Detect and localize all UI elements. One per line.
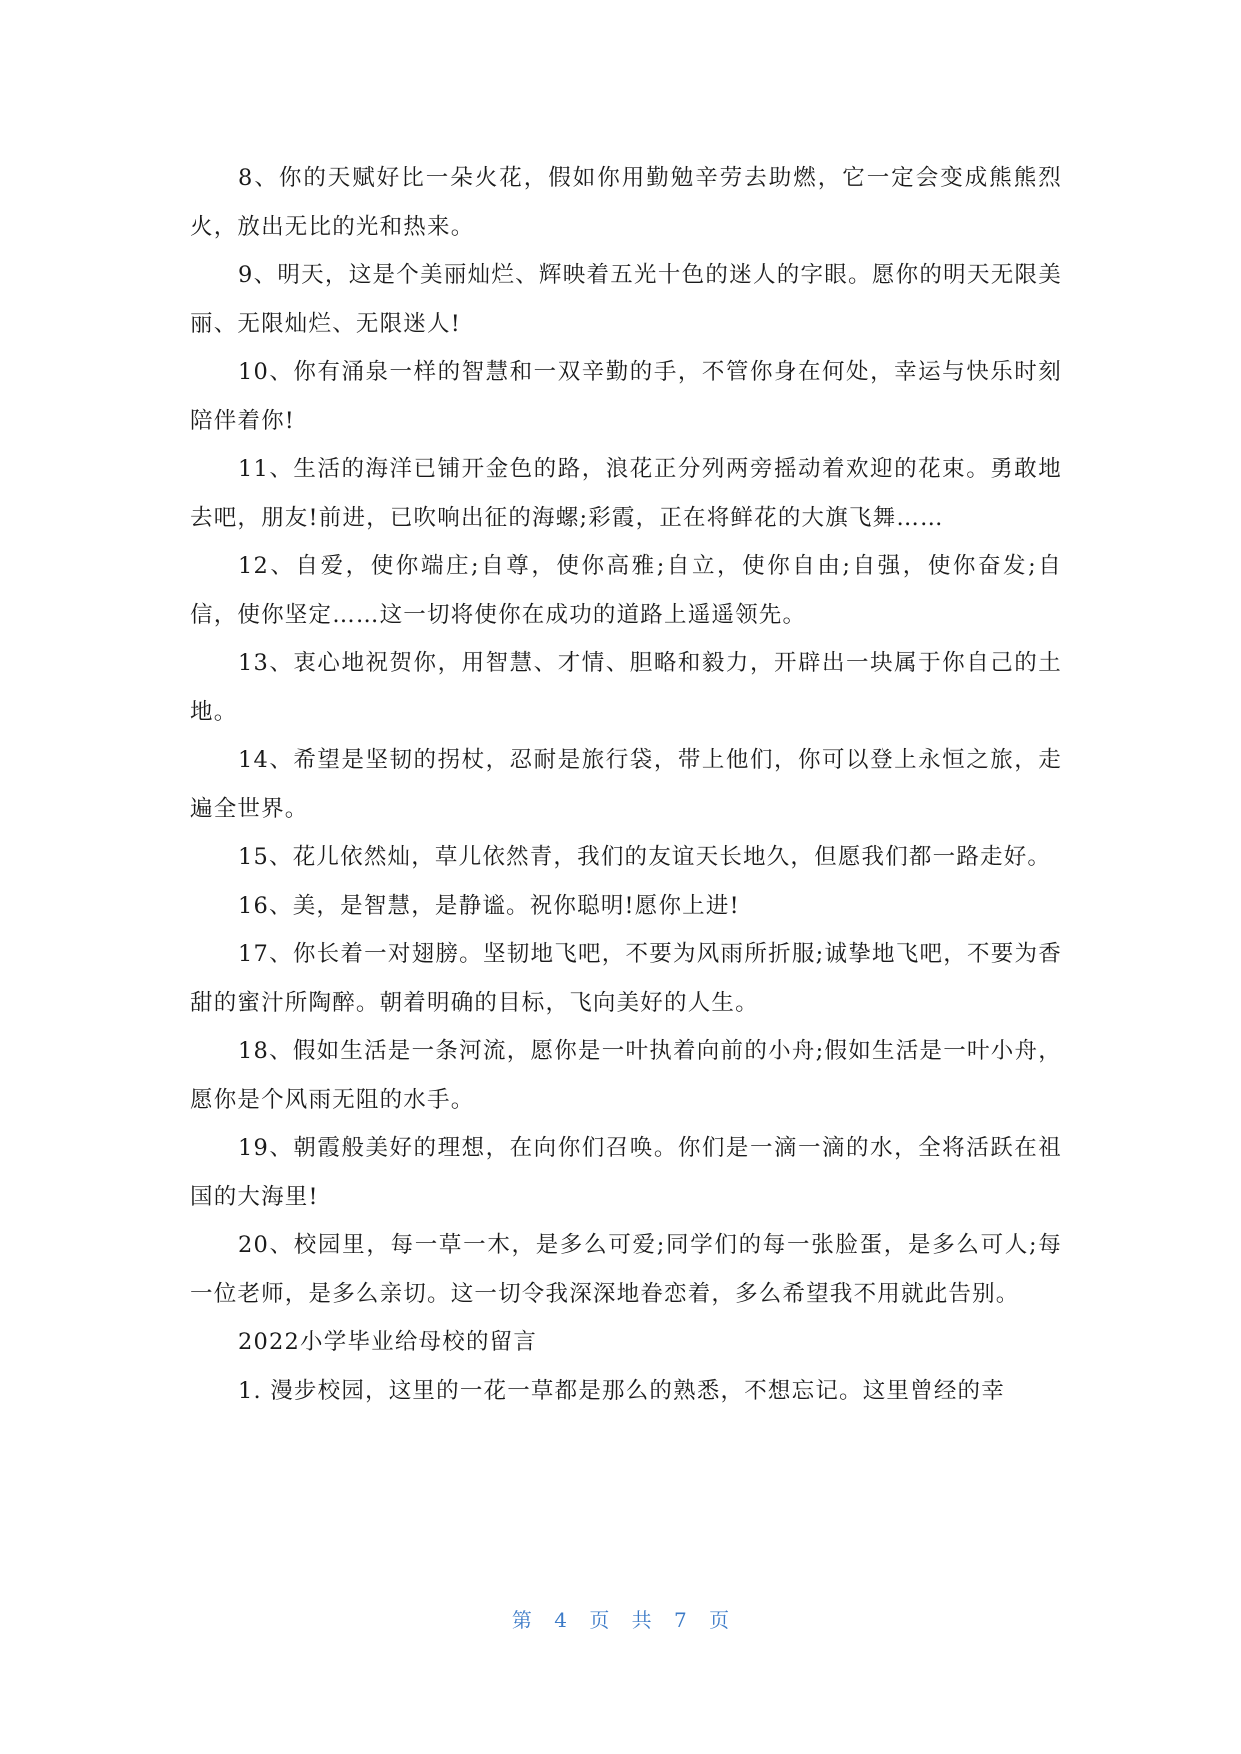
footer-page-current: 4 (554, 1608, 567, 1632)
footer-ye: 页 (589, 1608, 610, 1632)
footer-gong: 共 (631, 1608, 652, 1632)
document-body (190, 154, 1062, 1415)
paragraph-20: 20、校园里，每一草一木，是多么可爱;同学们的每一张脸蛋，是多么可人;每一位老师，是多么亲切。这一切令我深深地眷恋着，多么希望我不用就此告别。 (190, 1232, 1062, 1307)
paragraph-section-1: 1. 漫步校园，这里的一花一草都是那么的熟悉，不想忘记。这里曾经的幸 (238, 1377, 1005, 1404)
paragraph-13: 13、衷心地祝贺你，用智慧、才情、胆略和毅力，开辟出一块属于你自己的土地。 (190, 650, 1062, 725)
section-heading: 2022小学毕业给母校的留言 (238, 1329, 538, 1355)
paragraph-9: 9、明天，这是个美丽灿烂、辉映着五光十色的迷人的字眼。愿你的明天无限美丽、无限灿烂、无限迷人! (190, 262, 1062, 337)
footer-page-total: 7 (674, 1608, 687, 1632)
paragraph-10: 10、你有涌泉一样的智慧和一双辛勤的手，不管你身在何处，幸运与快乐时刻陪伴着你! (190, 359, 1062, 434)
footer-ye2: 页 (709, 1608, 730, 1632)
page-footer (0, 1604, 1241, 1633)
paragraph-15: 15、花儿依然灿，草儿依然青，我们的友谊天长地久，但愿我们都一路走好。 (238, 844, 1052, 870)
footer-di: 第 (511, 1608, 532, 1632)
paragraph-18: 18、假如生活是一条河流，愿你是一叶执着向前的小舟;假如生活是一叶小舟，愿你是个风雨无阻的水手。 (190, 1038, 1062, 1113)
paragraph-12: 12、自爱，使你端庄;自尊，使你高雅;自立，使你自由;自强，使你奋发;自信，使你坚定……这一切将使你在成功的道路上遥遥领先。 (190, 553, 1062, 628)
paragraph-8: 8、你的天赋好比一朵火花，假如你用勤勉辛劳去助燃，它一定会变成熊熊烈火，放出无比的光和热来。 (190, 165, 1062, 240)
paragraph-17: 17、你长着一对翅膀。坚韧地飞吧，不要为风雨所折服;诚挚地飞吧，不要为香甜的蜜汁所陶醉。朝着明确的目标，飞向美好的人生。 (190, 941, 1062, 1016)
paragraph-16: 16、美，是智慧，是静谧。祝你聪明!愿你上进! (238, 892, 740, 919)
paragraph-19: 19、朝霞般美好的理想，在向你们召唤。你们是一滴一滴的水，全将活跃在祖国的大海里! (190, 1135, 1062, 1210)
paragraph-14: 14、希望是坚韧的拐杖，忍耐是旅行袋，带上他们，你可以登上永恒之旅，走遍全世界。 (190, 747, 1062, 822)
paragraph-11: 11、生活的海洋已铺开金色的路，浪花正分列两旁摇动着欢迎的花束。勇敢地去吧，朋友!前进，已吹响出征的海螺;彩霞，正在将鲜花的大旗飞舞…… (190, 456, 1062, 531)
